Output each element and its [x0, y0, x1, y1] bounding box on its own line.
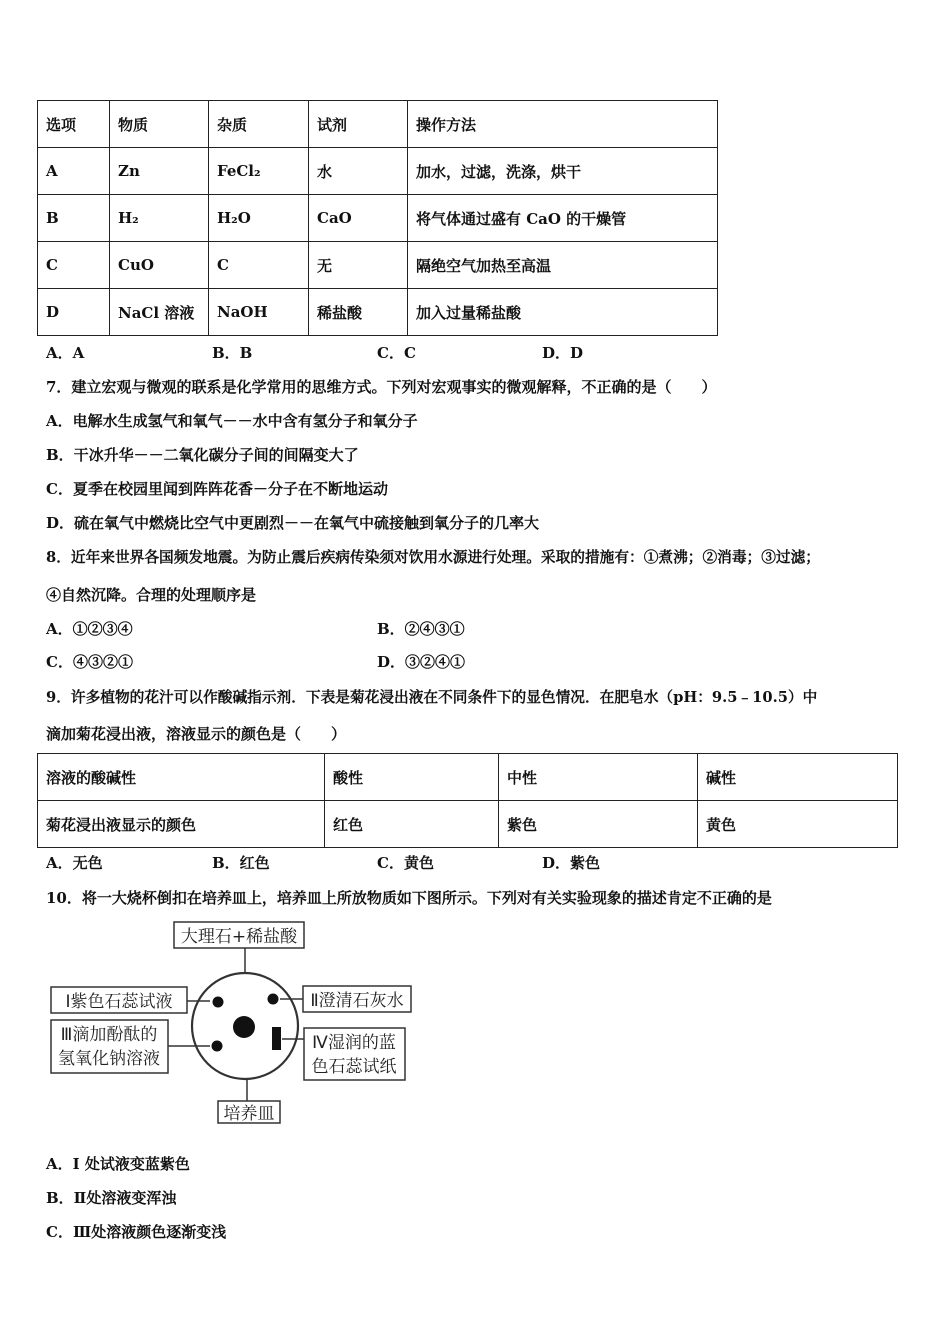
table-header-cell: 中性	[499, 754, 698, 801]
table-cell: 水	[309, 148, 408, 195]
table-row	[38, 195, 718, 242]
q7-stem: 7．建立宏观与微观的联系是化学常用的思维方式。下列对宏观事实的微观解释，不正确的是（ ）	[46, 378, 717, 396]
q10-option-c[interactable]: C．Ⅲ处溶液颜色逐渐变浅	[46, 1223, 227, 1241]
table-cell: 加入过量稀盐酸	[408, 289, 718, 336]
q9-stem-line1: 9．许多植物的花汁可以作酸碱指示剂．下表是菊花浸出液在不同条件下的显色情况．在肥皂水（pH：9.5﹣10.5）中	[46, 689, 818, 706]
q9-option-b[interactable]: B．红色	[212, 854, 270, 872]
q7-option-b[interactable]: B．干冰升华－－二氧化碳分子间的间隔变大了	[46, 446, 359, 464]
dot-iii	[212, 1041, 223, 1052]
label-top: 大理石+稀盐酸	[180, 927, 298, 947]
table-row	[38, 289, 718, 336]
q7-option-d[interactable]: D．硫在氧气中燃烧比空气中更剧烈－－在氧气中硫接触到氧分子的几率大	[46, 514, 540, 532]
table-header-cell: 选项	[38, 101, 110, 148]
table-cell: A	[38, 148, 110, 195]
table-cell: B	[38, 195, 110, 242]
table-cell: D	[38, 289, 110, 336]
table-cell: H₂O	[209, 195, 309, 242]
table-row	[38, 242, 718, 289]
table-cell: Zn	[110, 148, 209, 195]
table-header-cell: 杂质	[209, 101, 309, 148]
label-iv-line2: 色石蕊试纸	[311, 1057, 397, 1077]
q8-option-b[interactable]: B．②④③①	[377, 620, 465, 638]
table-row	[38, 801, 898, 848]
indicator-color-table	[37, 753, 898, 848]
q6-option-c[interactable]: C．C	[377, 344, 416, 362]
q6-option-a[interactable]: A．A	[46, 344, 85, 362]
table-cell: 稀盐酸	[309, 289, 408, 336]
table-cell: FeCl₂	[209, 148, 309, 195]
q8-option-c[interactable]: C．④③②①	[46, 653, 133, 671]
table-header-cell: 溶液的酸碱性	[38, 754, 325, 801]
table-cell: C	[209, 242, 309, 289]
label-iii-line2: 氢氧化钠溶液	[58, 1049, 160, 1069]
dot-ii	[268, 994, 279, 1005]
q8-option-d[interactable]: D．③②④①	[377, 653, 466, 671]
label-i: Ⅰ紫色石蕊试液	[65, 992, 173, 1012]
q7-option-a[interactable]: A．电解水生成氢气和氧气－－水中含有氢分子和氧分子	[46, 412, 418, 430]
q8-stem-line1: 8．近年来世界各国频发地震。为防止震后疾病传染须对饮用水源进行处理。采取的措施有：①煮沸；②消毒；③过滤；	[46, 549, 820, 566]
petri-dish-diagram	[40, 915, 440, 1130]
test-paper	[272, 1027, 281, 1050]
q9-option-a[interactable]: A．无色	[46, 854, 103, 872]
table-cell: 黄色	[698, 801, 898, 848]
label-bottom: 培养皿	[223, 1104, 275, 1124]
table-header-cell: 操作方法	[408, 101, 718, 148]
label-iii-line1: Ⅲ滴加酚酞的	[60, 1025, 158, 1045]
table-cell: 红色	[325, 801, 499, 848]
table-cell: NaOH	[209, 289, 309, 336]
table-cell: 紫色	[499, 801, 698, 848]
q9-stem-line2: 滴加菊花浸出液，溶液显示的颜色是（ ）	[46, 725, 347, 743]
table-cell: 菊花浸出液显示的颜色	[38, 801, 325, 848]
purification-table	[37, 100, 718, 336]
table-cell: 将气体通过盛有 CaO 的干燥管	[408, 195, 718, 242]
table-cell: NaCl 溶液	[110, 289, 209, 336]
q8-option-a[interactable]: A．①②③④	[46, 620, 133, 638]
table-cell: CaO	[309, 195, 408, 242]
q9-option-d[interactable]: D．紫色	[542, 854, 601, 872]
q7-option-c[interactable]: C．夏季在校园里闻到阵阵花香－分子在不断地运动	[46, 480, 388, 498]
table-row	[38, 148, 718, 195]
table-header-cell: 试剂	[309, 101, 408, 148]
q9-option-c[interactable]: C．黄色	[377, 854, 434, 872]
table-cell: 加水，过滤，洗涤，烘干	[408, 148, 718, 195]
q10-option-b[interactable]: B．Ⅱ处溶液变浑浊	[46, 1189, 177, 1207]
table-cell: H₂	[110, 195, 209, 242]
table-header-cell: 碱性	[698, 754, 898, 801]
label-iv-line1: Ⅳ湿润的蓝	[312, 1033, 396, 1053]
table-cell: C	[38, 242, 110, 289]
table-header-cell: 酸性	[325, 754, 499, 801]
q10-stem: 10．将一大烧杯倒扣在培养皿上，培养皿上所放物质如下图所示。下列对有关实验现象的描述肯定不正确的是	[46, 889, 772, 907]
table-header-cell: 物质	[110, 101, 209, 148]
table-cell: 隔绝空气加热至高温	[408, 242, 718, 289]
table-header-row	[38, 101, 718, 148]
table-cell: 无	[309, 242, 408, 289]
label-ii: Ⅱ澄清石灰水	[310, 991, 404, 1011]
q6-option-d[interactable]: D．D	[542, 344, 584, 362]
table-header-row	[38, 754, 898, 801]
q6-option-b[interactable]: B．B	[212, 344, 253, 362]
q10-option-a[interactable]: A．I 处试液变蓝紫色	[46, 1155, 190, 1173]
table-cell: CuO	[110, 242, 209, 289]
center-dot	[233, 1016, 255, 1038]
q8-stem-line2: ④自然沉降。合理的处理顺序是	[46, 586, 257, 604]
dot-i	[213, 997, 224, 1008]
